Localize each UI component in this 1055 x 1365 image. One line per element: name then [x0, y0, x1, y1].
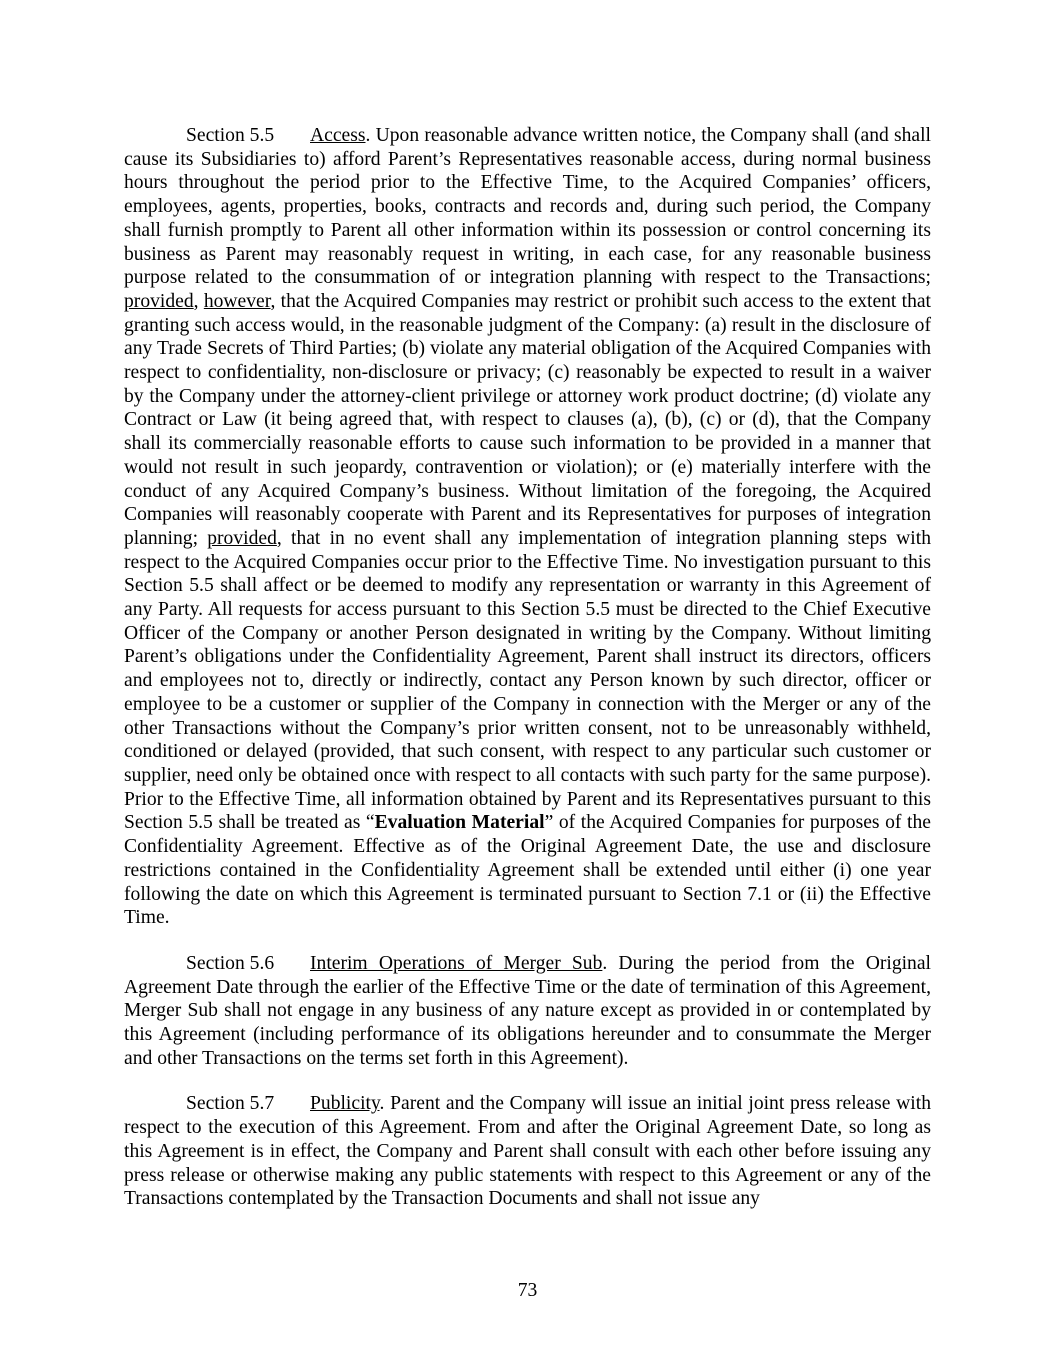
defined-term-however: however [203, 290, 271, 312]
section-number: Section 5.5 [186, 125, 275, 146]
document-page [124, 124, 931, 1233]
section-5-7-paragraph [124, 1092, 931, 1211]
section-title: Access [310, 125, 366, 146]
body-text: , [193, 290, 204, 312]
defined-term-evaluation-material: Evaluation Material [374, 812, 545, 834]
page-number: 73 [517, 1280, 538, 1301]
body-text: ” of the Acquired Companies for purposes of the Confidentiality Agreement. Effective as of the Original Agreement Date, the use and disclosure restrictions contained in the Confidentiality Agreement shall be extended until either (i) one year following the date on which this Agreement is terminated pursuant to Section 7.1 or (ii) the Effective Time. [124, 812, 931, 929]
section-number: Section 5.7 [186, 1093, 275, 1115]
section-5-5-paragraph [124, 124, 931, 930]
section-5-6-paragraph [124, 952, 931, 1071]
body-text: . Upon reasonable advance written notice, the Company shall (and shall cause its Subsidiaries to) afford Parent’s Representatives reasonable access, during normal business hours throughout the period prior to the Effective Time, to the Acquired Companies’ officers, employees, agents, properties, books, contracts and records and, during such period, the Company shall furnish promptly to Parent all other information within its possession or control concerning its business as Parent may reasonably request in writing, in each case, for any reasonable business purpose related to the consummation of or integration planning with respect to the Transactions; [124, 125, 931, 289]
defined-term-provided: provided [207, 527, 277, 549]
body-text: . During the period from the Original Agreement Date through the earlier of the Effective Time or the date of termination of this Agreement, Merger Sub shall not engage in any business of any nature except as provided in or contemplated by this Agreement (including performance of its obligations hereunder and to consummate the Merger and other Transactions on the terms set forth in this Agreement). [124, 952, 931, 1069]
body-text: , that the Acquired Companies may restrict or prohibit such access to the extent that granting such access would, in the reasonable judgment of the Company: (a) result in the disclosure of any Trade Secrets of Third Parties; (b) violate any material obligation of the Acquired Companies with respect to confidentiality, non-disclosure or privacy; (c) reasonably be expected to result in a waiver by the Company under the attorney-client privilege or attorney work product doctrine; (d) violate any Contract or Law (it being agreed that, with respect to clauses (a), (b), (c) or (d), that the Company shall its commercially reasonable efforts to cause such information to be provided in a manner that would not result in such jeopardy, contravention or violation); or (e) materially interfere with the conduct of any Acquired Company’s business. Without limitation of the foregoing, the Acquired Companies will reasonably cooperate with Parent and its Representatives for purposes of integration planning; [124, 290, 932, 549]
section-title: Interim Operations of Merger Sub [310, 952, 603, 974]
section-number: Section 5.6 [186, 952, 275, 974]
section-title: Publicity [310, 1093, 380, 1115]
body-text: . Parent and the Company will issue an initial joint press release with respect to the execution of this Agreement. From and after the Original Agreement Date, so long as this Agreement is in effect, the Company and Parent shall consult with each other before issuing any press release or otherwise making any public statements with respect to this Agreement or any of the Transactions contemplated by the Transaction Documents and shall not issue any [124, 1093, 931, 1210]
defined-term-provided: provided [124, 290, 194, 312]
body-text: , that in no event shall any implementation of integration planning steps with respect to the Acquired Companies occur prior to the Effective Time. No investigation pursuant to this Section 5.5 shall affect or be deemed to modify any representation or warranty in this Agreement of any Party. All requests for access pursuant to this Section 5.5 must be directed to the Chief Executive Officer of the Company or another Person designated in writing by the Company. Without limiting Parent’s obligations under the Confidentiality Agreement, Parent shall instruct its directors, officers and employees not to, directly or indirectly, contact any Person known by such director, officer or employee to be a customer or supplier of the Company in connection with the Merger or any of the other Transactions without the Company’s prior written consent, not to be unreasonably withheld, conditioned or delayed (provided, that such consent, with respect to any particular such customer or supplier, need only be obtained once with respect to all contacts with such party for the same purpose). Prior to the Effective Time, all information obtained by Parent and its Representatives pursuant to this Section 5.5 shall be treated as “ [124, 527, 931, 834]
